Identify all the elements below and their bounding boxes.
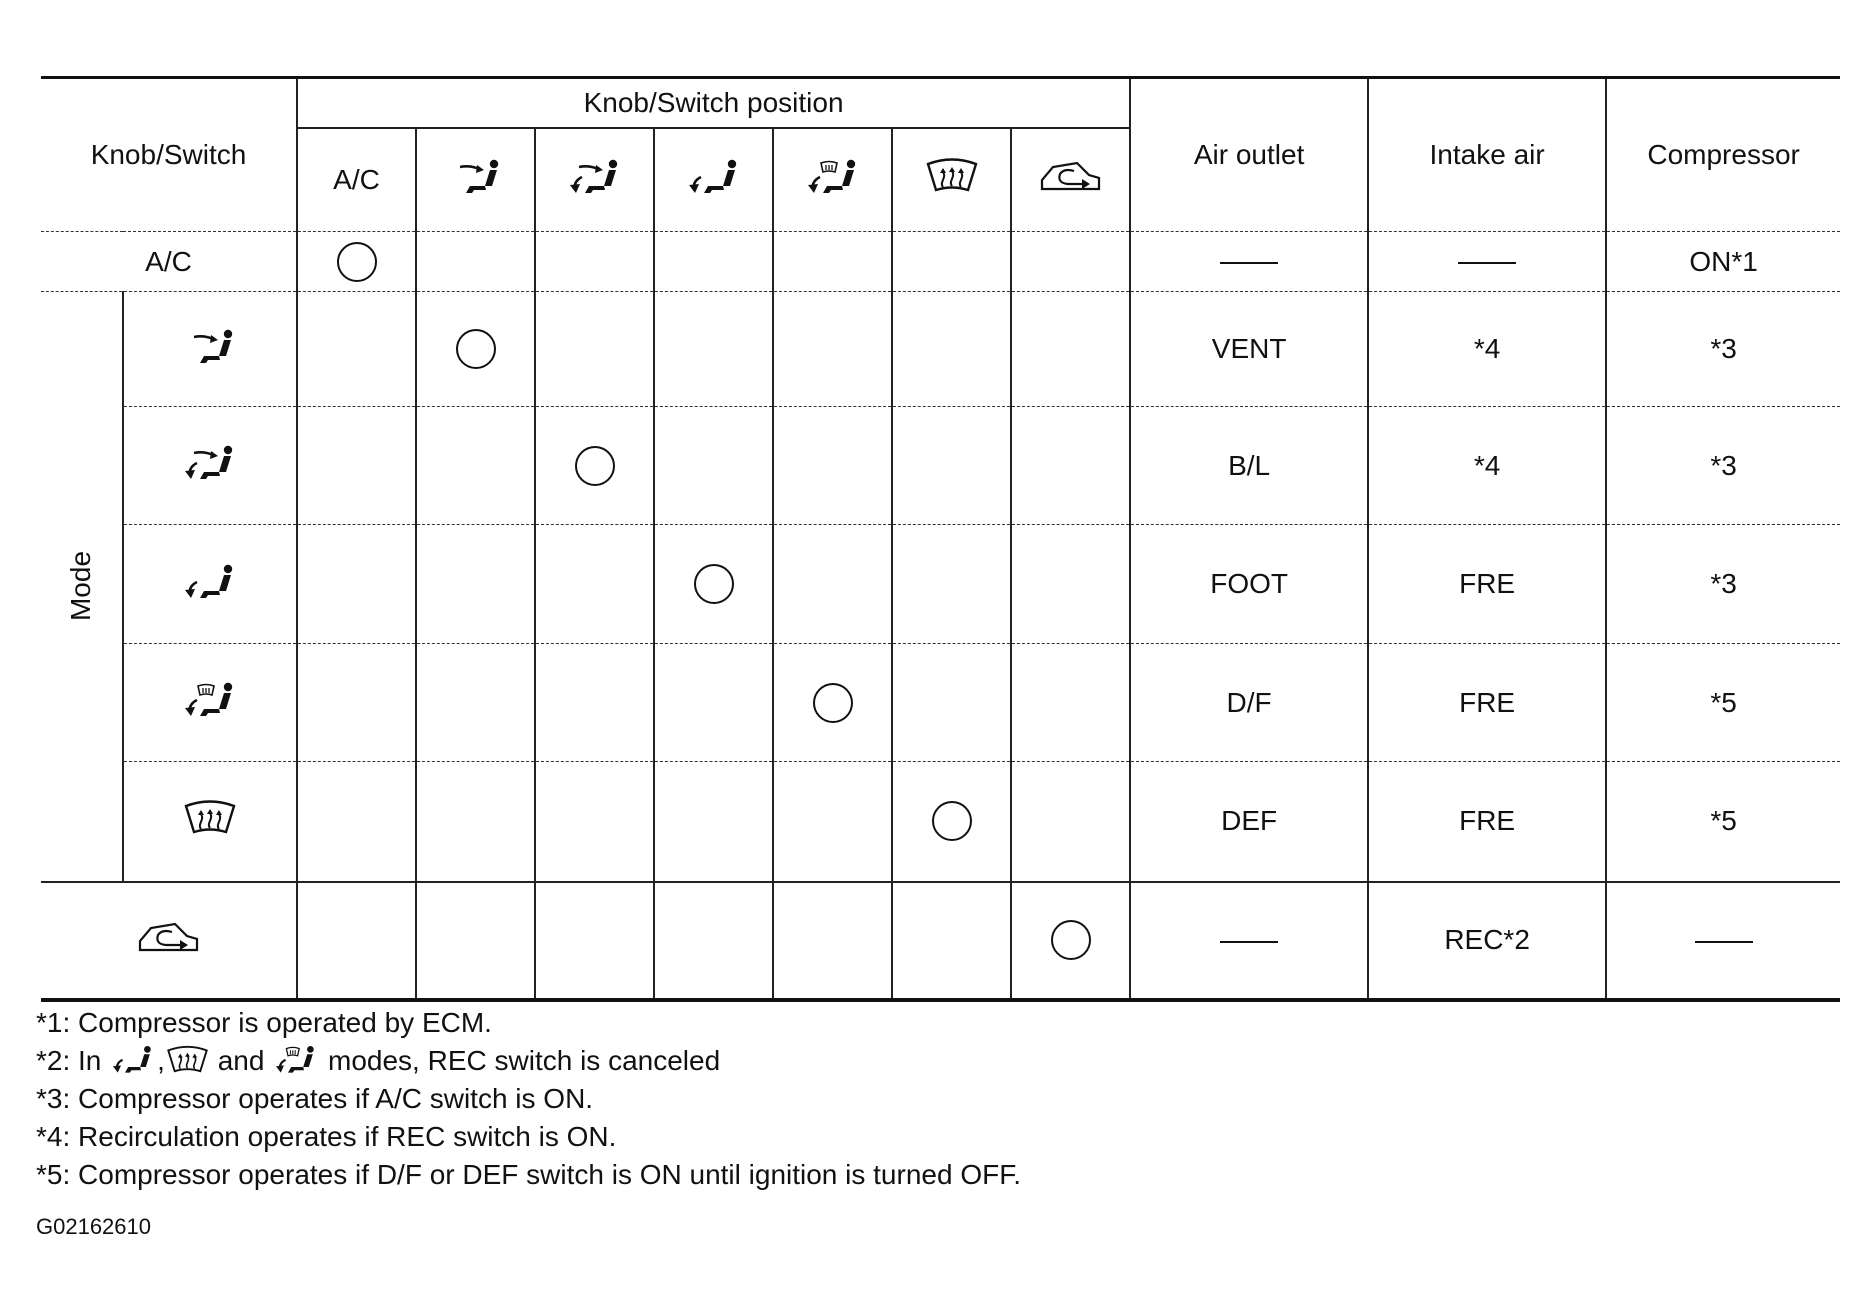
position-cell [416, 407, 535, 525]
footnote-3: *3: Compressor operates if A/C switch is ON. [36, 1083, 594, 1114]
not-applicable-dash [1695, 941, 1753, 943]
defrost-mode-icon [924, 156, 980, 196]
position-cell [416, 525, 535, 644]
table-row-defrost [41, 762, 1840, 882]
defrost-mode-icon [165, 1044, 210, 1076]
position-cell [892, 525, 1011, 644]
footnote-2-prefix: *2: In [36, 1045, 102, 1076]
row-intake-air: FRE [1368, 644, 1606, 762]
row-air-outlet [1130, 882, 1368, 1000]
position-cell [416, 762, 535, 882]
figure-id: G02162610 [36, 1214, 151, 1239]
table-row-foot [41, 525, 1840, 644]
position-cell [535, 407, 654, 525]
foot-mode-icon [180, 560, 240, 602]
footnote-2-and: and [217, 1045, 265, 1076]
position-cell [892, 762, 1011, 882]
position-cell [1011, 644, 1130, 762]
footnotes [36, 1004, 1021, 1194]
selected-position-marker [337, 242, 377, 282]
defrost-foot-mode-icon [803, 155, 863, 197]
position-cell [892, 882, 1011, 1000]
defrost-foot-mode-icon [272, 1042, 320, 1076]
position-cell [297, 292, 416, 407]
footnote-1: *1: Compressor is operated by ECM. [36, 1007, 492, 1038]
position-cell [654, 882, 773, 1000]
selected-position-marker [1051, 920, 1091, 960]
position-cell [535, 232, 654, 292]
header-air-outlet: Air outlet [1130, 78, 1368, 232]
row-air-outlet: D/F [1130, 644, 1368, 762]
header-position-ac: A/C [297, 128, 416, 232]
table-row-vent [41, 292, 1840, 407]
position-cell [535, 525, 654, 644]
row-intake-air: *4 [1368, 407, 1606, 525]
not-applicable-dash [1220, 262, 1278, 264]
footnote-2-comma: , [157, 1045, 165, 1076]
mode-label: Mode [65, 551, 97, 622]
row-air-outlet: DEF [1130, 762, 1368, 882]
vent-mode-icon [446, 155, 506, 197]
row-intake-air: FRE [1368, 525, 1606, 644]
position-cell [654, 525, 773, 644]
position-cell [892, 644, 1011, 762]
foot-mode-icon [684, 155, 744, 197]
footnote-2 [36, 1042, 1021, 1080]
position-cell [416, 232, 535, 292]
header-position-recirculation [1011, 128, 1130, 232]
header-compressor: Compressor [1606, 78, 1840, 232]
position-cell [1011, 407, 1130, 525]
position-cell [773, 882, 892, 1000]
position-cell [1011, 882, 1130, 1000]
bilevel-mode-icon [180, 441, 240, 483]
position-cell [297, 762, 416, 882]
recirculation-icon [1039, 159, 1103, 193]
position-cell [773, 407, 892, 525]
row-switch-icon [123, 644, 297, 762]
row-intake-air: FRE [1368, 762, 1606, 882]
row-compressor: ON*1 [1606, 232, 1840, 292]
row-compressor: *3 [1606, 407, 1840, 525]
row-compressor: *5 [1606, 762, 1840, 882]
position-cell [892, 292, 1011, 407]
footnote-5: *5: Compressor operates if D/F or DEF switch is ON until ignition is turned OFF. [36, 1159, 1021, 1190]
position-cell [773, 525, 892, 644]
header-position-defrost-foot [773, 128, 892, 232]
not-applicable-dash [1220, 941, 1278, 943]
position-cell [1011, 762, 1130, 882]
header-position-bilevel [535, 128, 654, 232]
header-position-defrost [892, 128, 1011, 232]
row-switch-icon [41, 882, 297, 1000]
defrost-mode-icon [182, 798, 238, 838]
row-compressor: *5 [1606, 644, 1840, 762]
row-compressor [1606, 882, 1840, 1000]
foot-mode-icon [109, 1042, 157, 1076]
position-cell [1011, 292, 1130, 407]
not-applicable-dash [1458, 262, 1516, 264]
position-cell [535, 762, 654, 882]
row-switch-icon [123, 292, 297, 407]
recirculation-icon [137, 920, 201, 954]
position-cell [297, 407, 416, 525]
position-cell [297, 232, 416, 292]
header-knob-switch-position: Knob/Switch position [297, 78, 1130, 128]
table-row-ac [41, 232, 1840, 292]
position-cell [535, 292, 654, 407]
selected-position-marker [456, 329, 496, 369]
row-switch-label: A/C [41, 232, 297, 292]
position-cell [416, 292, 535, 407]
position-cell [892, 407, 1011, 525]
row-switch-icon [123, 407, 297, 525]
selected-position-marker [694, 564, 734, 604]
position-cell [773, 762, 892, 882]
header-intake-air: Intake air [1368, 78, 1606, 232]
position-cell [654, 644, 773, 762]
row-intake-air [1368, 232, 1606, 292]
footnote-2-suffix: modes, REC switch is canceled [328, 1045, 721, 1076]
row-air-outlet: VENT [1130, 292, 1368, 407]
selected-position-marker [932, 801, 972, 841]
position-cell [654, 407, 773, 525]
position-cell [535, 644, 654, 762]
row-compressor: *3 [1606, 525, 1840, 644]
mode-group-label [41, 292, 123, 882]
header-position-vent [416, 128, 535, 232]
position-cell [654, 292, 773, 407]
footnote-4: *4: Recirculation operates if REC switch is ON. [36, 1121, 617, 1152]
row-compressor: *3 [1606, 292, 1840, 407]
position-cell [654, 762, 773, 882]
table-row-bilevel [41, 407, 1840, 525]
table-row-defrost-foot [41, 644, 1840, 762]
row-intake-air: *4 [1368, 292, 1606, 407]
position-cell [297, 525, 416, 644]
position-cell [1011, 232, 1130, 292]
header-knob-switch: Knob/Switch [41, 78, 297, 232]
position-cell [416, 644, 535, 762]
position-cell [773, 232, 892, 292]
position-cell [535, 882, 654, 1000]
position-cell [773, 644, 892, 762]
header-position-foot [654, 128, 773, 232]
defrost-foot-mode-icon [180, 678, 240, 720]
row-air-outlet: FOOT [1130, 525, 1368, 644]
row-air-outlet [1130, 232, 1368, 292]
row-air-outlet: B/L [1130, 407, 1368, 525]
position-cell [297, 644, 416, 762]
selected-position-marker [575, 446, 615, 486]
position-cell [297, 882, 416, 1000]
bilevel-mode-icon [565, 155, 625, 197]
position-cell [654, 232, 773, 292]
row-intake-air: REC*2 [1368, 882, 1606, 1000]
table-row-recirculation [41, 882, 1840, 1000]
position-cell [892, 232, 1011, 292]
position-cell [1011, 525, 1130, 644]
row-switch-icon [123, 762, 297, 882]
selected-position-marker [813, 683, 853, 723]
position-cell [773, 292, 892, 407]
vent-mode-icon [180, 325, 240, 367]
position-cell [416, 882, 535, 1000]
row-switch-icon [123, 525, 297, 644]
knob-switch-table [41, 76, 1840, 1002]
